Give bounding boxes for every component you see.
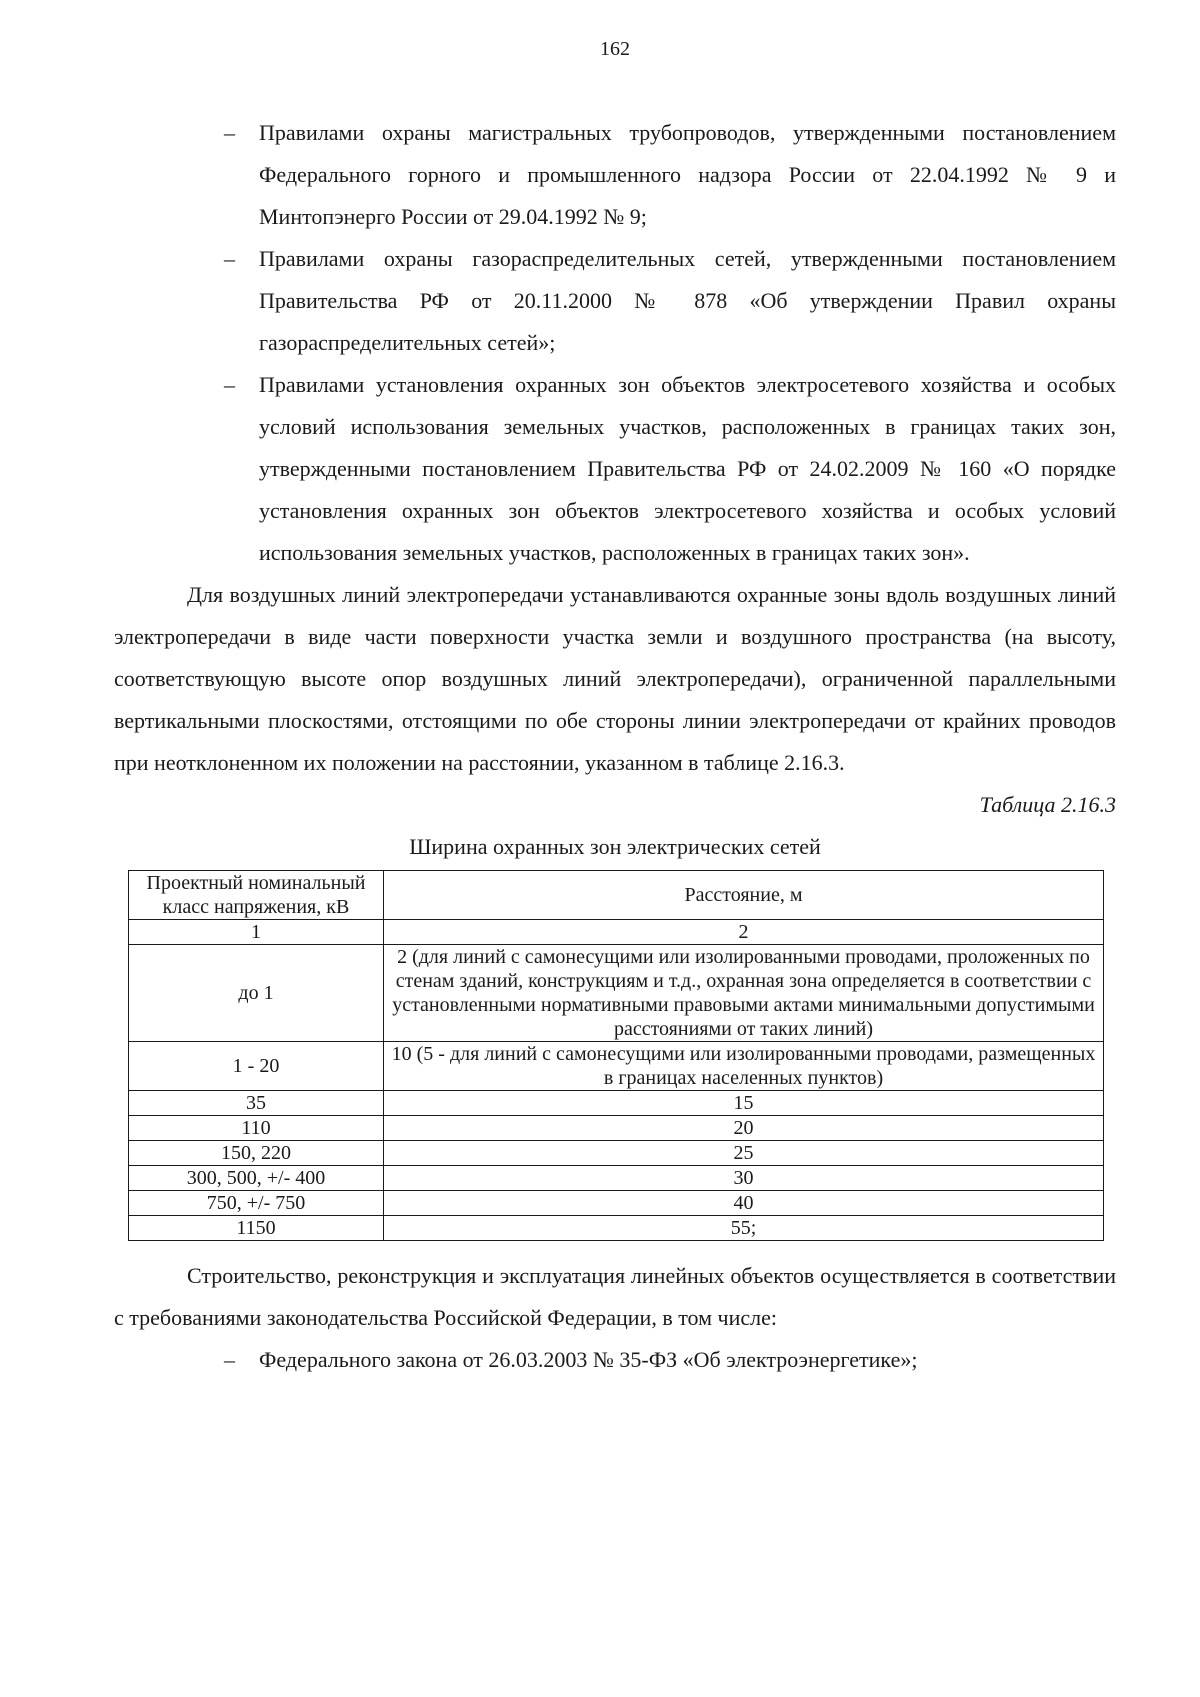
dash-bullet: – [224, 1347, 235, 1372]
voltage-cell: 750, +/- 750 [129, 1191, 384, 1216]
protection-zones-table [128, 870, 1104, 1241]
voltage-cell: 110 [129, 1116, 384, 1141]
header-voltage: Проектный номинальный класс напряжения, кВ [129, 871, 384, 920]
list-item-text: Правилами охраны магистральных трубопроводов, утвержденными постановлением Федерального горного и промышленного надзора России от 22.04.1992 № 9 и Минтопэнерго России от 29.04.1992 № 9; [259, 120, 1116, 229]
table-row [129, 1216, 1104, 1241]
table-row [129, 1116, 1104, 1141]
voltage-cell: 35 [129, 1091, 384, 1116]
distance-cell: 10 (5 - для линий с самонесущими или изолированными проводами, размещенных в границах населенных пунктов) [384, 1042, 1104, 1091]
list-item-text: Правилами установления охранных зон объектов электросетевого хозяйства и особых условий использования земельных участков, расположенных в границах таких зон, утвержденными постановлением Правительства РФ от 24.02.2009 № 160 «О порядке установления охранных зон объектов электросетевого хозяйства и особых условий использования земельных участков, расположенных в границах таких зон». [259, 372, 1116, 565]
table-row [129, 1091, 1104, 1116]
table-numbering-row [129, 920, 1104, 945]
column-number: 1 [129, 920, 384, 945]
document-body [114, 112, 1116, 1381]
list-item [114, 112, 1116, 238]
table-header-row [129, 871, 1104, 920]
voltage-cell: 1 - 20 [129, 1042, 384, 1091]
paragraph-construction: Строительство, реконструкция и эксплуатация линейных объектов осуществляется в соответствии с требованиями законодательства Российской Федерации, в том числе: [114, 1263, 1116, 1330]
regulations-list [114, 112, 1116, 574]
table-row [129, 1166, 1104, 1191]
list-item-text: Федерального закона от 26.03.2003 № 35-ФЗ «Об электроэнергетике»; [259, 1347, 918, 1372]
voltage-cell: 150, 220 [129, 1141, 384, 1166]
voltage-cell: 300, 500, +/- 400 [129, 1166, 384, 1191]
table-row [129, 1191, 1104, 1216]
list-item-text: Правилами охраны газораспределительных сетей, утвержденными постановлением Правительства РФ от 20.11.2000 № 878 «Об утверждении Правил охраны газораспределительных сетей»; [259, 246, 1116, 355]
dash-bullet: – [224, 120, 235, 145]
paragraph-overhead-lines: Для воздушных линий электропередачи устанавливаются охранные зоны вдоль воздушных линий электропередачи в виде части поверхности участка земли и воздушного пространства (на высоту, соответствующую высоте опор воздушных линий электропередачи), ограниченной параллельными вертикальными плоскостями, отстоящими по обе стороны линии электропередачи от крайних проводов при неотклоненном их положении на расстоянии, указанном в таблице 2.16.3. [114, 582, 1116, 775]
distance-cell: 55; [384, 1216, 1104, 1241]
list-item [114, 238, 1116, 364]
distance-cell: 30 [384, 1166, 1104, 1191]
table-row [129, 1042, 1104, 1091]
table-title: Ширина охранных зон электрических сетей [409, 834, 821, 859]
header-distance: Расстояние, м [384, 871, 1104, 920]
distance-cell: 25 [384, 1141, 1104, 1166]
table-row [129, 945, 1104, 1042]
column-number: 2 [384, 920, 1104, 945]
laws-list [114, 1339, 1116, 1381]
distance-cell: 2 (для линий с самонесущими или изолированными проводами, проложенных по стенам зданий, конструкциям и т.д., охранная зона определяется в соответствии с установленными нормативными правовыми актами минимальными допустимыми расстояниями от таких линий) [384, 945, 1104, 1042]
table-label: Таблица 2.16.3 [979, 792, 1116, 817]
distance-cell: 20 [384, 1116, 1104, 1141]
list-item [114, 1339, 1116, 1381]
distance-cell: 40 [384, 1191, 1104, 1216]
voltage-cell: до 1 [129, 945, 384, 1042]
dash-bullet: – [224, 372, 235, 397]
table-row [129, 1141, 1104, 1166]
dash-bullet: – [224, 246, 235, 271]
distance-cell: 15 [384, 1091, 1104, 1116]
voltage-cell: 1150 [129, 1216, 384, 1241]
page-number: 162 [600, 38, 630, 60]
list-item [114, 364, 1116, 574]
